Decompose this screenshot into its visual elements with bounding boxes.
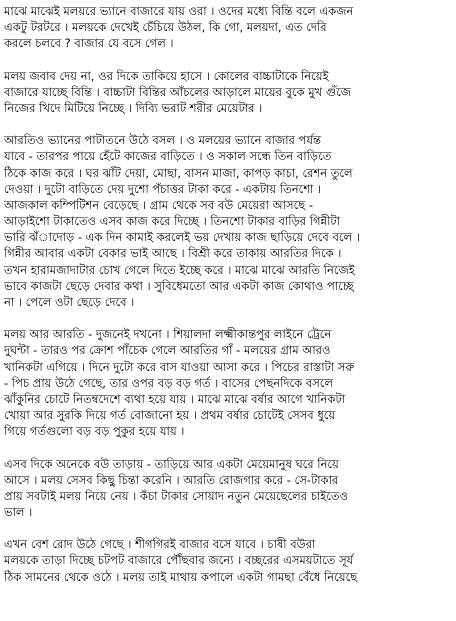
text-line: দুঘন্টা - তারও পর ক্রোশ পাঁচেক গেলে আরতির গাঁ - মলয়ের গ্রাম আরও: [4, 343, 331, 358]
text-line: এসব দিকে অনেকে বউ তাড়ায় - তাড়িয়ে আর একটা মেয়েমানুষ ঘরে নিয়ে: [4, 456, 339, 471]
text-line: করলে চলবে ? বাজার যে বসে গেল ।: [4, 36, 174, 51]
text-line: এখন বেশ রোদ উঠে গেছে । শীগগিরই বাজার বসে যাবে । চাষী বউরা: [4, 537, 316, 552]
paragraph-6: [4, 536, 454, 585]
text-line: মাঝে মাঝেই মলয়রে ভ্যানে বাজারে যায় ওরা । ওদের মধ্যে বিন্তি বলে একজন: [4, 4, 354, 18]
text-line: খোয়া আর সুরকি দিয়ে গর্ত বোজানো হয় । প্রথম বর্ষার চোটেই সেসব ধুয়ে: [4, 408, 336, 423]
text-line: বাজারে যাচ্ছে বিন্তি । বাচ্চাটা বিন্তির আঁচলের আড়ালে মায়ের বুকে মুখ গুঁজে: [4, 84, 351, 99]
text-line: গিন্নীর আবার একটা বেকার ভাই আছে । বিশ্রী করে তাকায় আরতির দিকে ।: [4, 246, 342, 261]
text-line: না । পেলে ওটা ছেড়ে দেবে ।: [4, 295, 135, 309]
text-line: তখন হারামজাদাটার চোখ গেলে দিতে ইচ্ছে করে । মাঝে মাঝে আরতি নিজেই: [4, 262, 355, 277]
text-line: আরতিও ভ্যানের পাটাতনে উঠে বসল । ও মলয়ের ভ্যানে বাজার পর্যন্ত: [4, 133, 321, 148]
paragraph-3: [4, 132, 454, 310]
text-line: ভাবে কাজটা ছেড়ে দেবার কথা । সুবিধেমতো আর একটা কাজ কোথাও পাচ্ছে: [4, 278, 354, 293]
text-line: মলয় জবাব দেয় না, ওর দিকে তাকিয়ে হাসে । কোলের বাচ্চাটাকে নিয়েই: [4, 68, 329, 83]
text-line: মলয় আর আরতি - দুজনেই দখনো । শিয়ালদা লক্ষ্মীকান্তপুর লাইনে ট্রেনে: [4, 327, 332, 342]
text-line: দেওয়া । দুটো বাড়িতে দেয় দুশো পঁচাত্তর টাকা করে - একটায় তিনশো ।: [4, 181, 322, 196]
text-line: আজকাল কম্পিটিশন বেড়েছে । গ্রাম থেকে সব বউ মেয়েরা আসছে -: [4, 197, 314, 212]
text-line: গিয়ে গর্তগুলো বড় বড় পুকুর হয়ে যায় ।: [4, 424, 185, 439]
text-line: প্রায় সবটাই মলয় নিয়ে নেয় । কঁচা টাকার সোয়াদ নতুন মেয়েছেলের চাইতেও: [4, 488, 348, 503]
text-line: যাবে - তারপর পায়ে হেঁটে কাজের বাড়িতে । ও সকাল সন্ধে তিন বাড়িতে: [4, 149, 332, 164]
text-line: আড়াইশো টাকাতেও এসব কাজ করে দিচ্ছে । তিনশো টাকার বাড়ির গিন্নীটা: [4, 214, 341, 229]
paragraph-2: [4, 68, 454, 117]
text-line: মলয়কে তাড়া দিচ্ছে চটপট বাজারে পৌঁছবার জন্যে । বচ্ছরের এসময়টাতে সূর্য: [4, 553, 354, 568]
text-line: ভারি ঝঁাদোড় - এক দিন কামাই করলেই ভয় দেখায় কাজ ছাড়িয়ে দেবে বলে ।: [4, 230, 360, 245]
text-line: - পিচ প্রায় উঠে গেছে, তার ওপর বড় বড় গর্ত । বাসের পেছনদিকে বসলে: [4, 375, 333, 390]
text-line: আসে । মলয় সেসব কিছু চিন্তা করেনি । আরতি রোজগার করে - সে-টাকার: [4, 472, 339, 487]
text-line: নিজের খিদে মিটিয়ে নিচ্ছে । দিব্যি ভরাট শরীর মেয়েটার ।: [4, 100, 263, 115]
text-line: ভাল ।: [4, 505, 33, 520]
text-line: ঠিক সামনের থেকে ওঠে । মলয় তাই মাথায় কপালে একটা গামছা বেঁধে নিয়েছে: [4, 569, 358, 584]
text-line: ঠিকে কাজ করে । ঘর ঝাঁট দেয়া, মোছা, বাসন মাজা, কাপড় কাচা, রেশন তুলে: [4, 165, 353, 180]
paragraph-1: [4, 3, 454, 52]
paragraph-4: [4, 326, 454, 439]
text-line: একটু টরটরে । মলয়কে দেখেই চেঁচিয়ে উঠল, কি গো, মলয়দা, এত দেরি: [4, 20, 327, 35]
text-line: ঝাঁকুনির চোটে নিতম্বদেশে ব্যথা হয়ে যায় । মাঝে মাঝে বর্ষার আগে খানিকটা: [4, 391, 346, 406]
paragraph-5: [4, 456, 454, 521]
text-line: খানিকটা এগিয়ে । দিনে দুটো করে বাস যাওয়া আসা করে । পিচের রাস্তাটা সরু: [4, 359, 355, 374]
